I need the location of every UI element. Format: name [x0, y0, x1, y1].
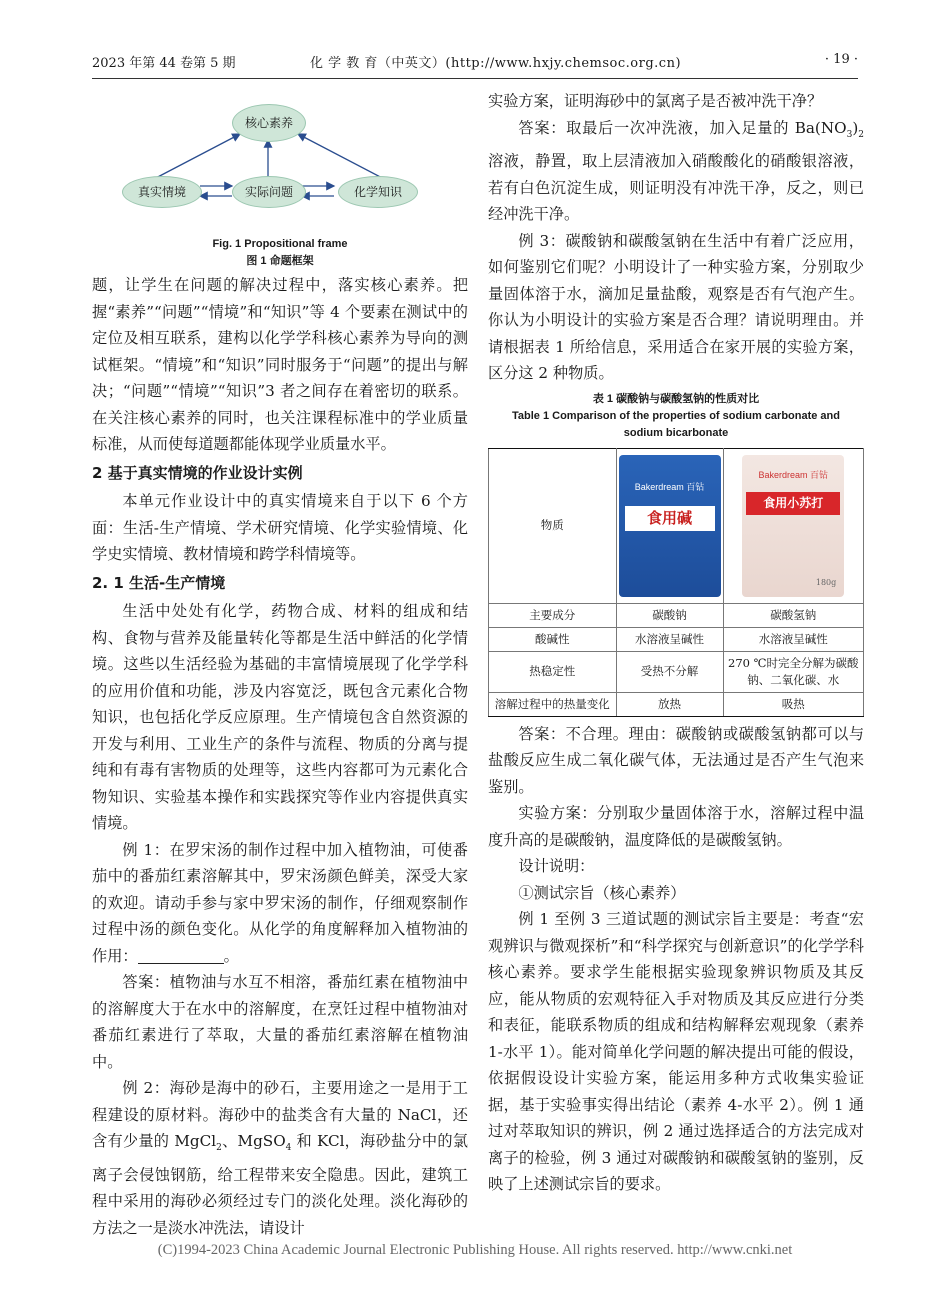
table-cell: 受热不分解	[616, 651, 723, 692]
answer-1: 答案：植物油与水互不相溶，番茄红素在植物油中的溶解度大于在水中的溶解度，在烹饪过程中植物油对番茄红素进行了萃取，大量的番茄红素溶解在植物油中。	[92, 973, 468, 1071]
subscript: 2	[858, 129, 864, 140]
properties-table	[488, 448, 864, 717]
table-cell: 放热	[616, 692, 723, 716]
table-row	[489, 603, 864, 627]
design-note: 设计说明：	[518, 857, 595, 876]
table-row	[489, 448, 864, 603]
table-row	[489, 627, 864, 651]
subscript: 2	[216, 1143, 222, 1154]
package-brand: Bakerdream 百钻	[634, 481, 705, 492]
example-2-text: 、MgSO	[221, 1132, 286, 1150]
package-label: 食用小苏打	[746, 492, 840, 515]
table-cell: 碳酸钠	[616, 603, 723, 627]
table-cell: 水溶液呈碱性	[616, 627, 723, 651]
right-column	[488, 88, 864, 1198]
table-cell: 热稳定性	[489, 651, 617, 692]
test-purpose: ①测试宗旨（核心素养）	[518, 883, 686, 902]
section-heading-2: 2 基于真实情境的作业设计实例	[92, 463, 303, 482]
table-cell: 碳酸氢钠	[723, 603, 864, 627]
answer-2	[488, 115, 864, 228]
section-heading-2-1: 2. 1 生活-生产情境	[92, 573, 226, 592]
issue-info: 2023 年第 44 卷第 5 期	[92, 56, 236, 71]
package-label: 食用碱	[625, 506, 715, 531]
table-cell: 溶解过程中的热量变化	[489, 692, 617, 716]
node-real-context: 真实情境	[122, 176, 202, 208]
sodium-bicarbonate-photo	[723, 448, 864, 603]
figure-caption-cn: 图 1 命题框架	[246, 255, 314, 267]
table-row	[489, 651, 864, 692]
answer-2-text: 答案：取最后一次冲洗液，加入足量的 Ba(NO	[518, 118, 847, 137]
package-image	[742, 455, 844, 597]
example-2-text: 例 2：海砂是海中的砂石，主要用途之一是用于工程建设的原材料。海砂中的盐类含有大量的 NaCl，还含有少量的 MgCl	[92, 1079, 468, 1150]
example-1	[92, 837, 468, 970]
subscript: 4	[285, 1143, 292, 1154]
answer-2-text: )	[852, 118, 859, 137]
sodium-carbonate-photo	[616, 448, 723, 603]
table-cell: 主要成分	[489, 603, 617, 627]
left-column	[92, 88, 468, 1241]
figure-caption-en: Fig. 1 Propositional frame	[212, 238, 348, 250]
table-caption-cn: 表 1 碳酸钠与碳酸氢钠的性质对比	[592, 392, 760, 405]
journal-title: 化 学 教 育（中英文）(http://www.hxjy.chemsoc.org.cn)	[310, 56, 682, 71]
table-row	[489, 692, 864, 716]
table-cell: 物质	[489, 448, 617, 603]
example-1-end: 。	[223, 946, 239, 965]
paragraph: 实验方案，证明海砂中的氯离子是否被冲洗干净？	[488, 92, 823, 110]
page-number: · 19 ·	[824, 52, 858, 67]
paragraph: 题，让学生在问题的解决过程中，落实核心素养。把握“素养”“问题”“情境”和“知识”等 4 个要素在测试中的定位及相互联系，建构以化学学科核心素养为导向的测试框架。“情境”和“知识”同时服务于“问题”的提出与解决；“问题”“情境”“知识”3 者之间存在着密切的联系。在关注核心素养的同时，也关注课程标准中的学业质量标准，从而使每道题都能体现学业质量水平。	[92, 276, 468, 453]
table-cell: 吸热	[723, 692, 864, 716]
example-3: 例 3：碳酸钠和碳酸氢钠在生活中有着广泛应用，如何鉴别它们呢？小明设计了一种实验方案，分别取少量固体溶于水，滴加足量盐酸，观察是否有气泡产生。你认为小明设计的实验方案是否合理？请说明理由。并请根据表 1 所给信息，采用适合在家开展的实验方案，区分这 2 种物质。	[488, 231, 864, 383]
example-2	[92, 1075, 468, 1241]
experiment-plan: 实验方案：分别取少量固体溶于水，溶解过程中温度升高的是碳酸钠，温度降低的是碳酸氢钠。	[488, 804, 864, 849]
table-caption-en: Table 1 Comparison of the properties of sodium carbonate and sodium bicarbonate	[511, 409, 840, 439]
table-cell: 水溶液呈碱性	[723, 627, 864, 651]
subscript: 3	[846, 129, 853, 140]
answer-3: 答案：不合理。理由：碳酸钠或碳酸氢钠都可以与盐酸反应生成二氧化碳气体，无法通过是否产生气泡来鉴别。	[488, 724, 864, 796]
node-chem-knowledge: 化学知识	[338, 176, 418, 208]
paragraph: 本单元作业设计中的真实情境来自于以下 6 个方面：生活-生产情境、学术研究情境、化学实验情境、化学史实情境、教材情境和跨学科情境等。	[92, 492, 468, 563]
table-cell: 酸碱性	[489, 627, 617, 651]
example-2-text: 和 KCl，海砂盐分中的氯离子会侵蚀钢筋，给工程带来安全隐患。因此，建筑工程中采用的海砂必须经过专门的淡化处理。淡化海砂的方法之一是淡水冲洗法，请设计	[92, 1132, 468, 1237]
copyright-footer: (C)1994-2023 China Academic Journal Electronic Publishing House. All rights reserved. http://www.cnki.net	[157, 1242, 793, 1258]
example-1-text: 例 1：在罗宋汤的制作过程中加入植物油，可使番茄中的番茄红素溶解其中，罗宋汤颜色鲜美，深受大家的欢迎。请动手参与家中罗宋汤的制作，仔细观察制作过程中汤的颜色变化。从化学的角度解释加入植物油的作用：	[92, 840, 468, 965]
node-actual-problem: 实际问题	[232, 176, 306, 208]
answer-blank	[138, 949, 224, 964]
node-core-literacy: 核心素养	[232, 104, 306, 142]
paragraph: 例 1 至例 3 三道试题的测试宗旨主要是：考查“宏观辨识与微观探析”和“科学探究与创新意识”的化学学科核心素养。要求学生能根据实验现象辨识物质及其反应，能从物质的宏观特征入手对物质及其反应进行分类和表征，能联系物质的组成和结构解释宏观现象（素养 1-水平 1）。能对简单化学问题的解决提出可能的假设，依据假设设计实验方案，能运用多种方式收集实验证据，基于实验事实得出结论（素养 4-水平 2）。例 1 通过对萃取知识的辨识，例 2 通过选择适合的方法完成对离子的检验，例 3 通过对碳酸钠和碳酸氢钠的鉴别，反映了上述测试宗旨的要求。	[488, 910, 864, 1194]
answer-2-text: 溶液，静置，取上层清液加入硝酸酸化的硝酸银溶液，若有白色沉淀生成，则证明没有冲洗干净，反之，则已经冲洗干净。	[488, 152, 864, 224]
table-cell: 270 ℃时完全分解为碳酸钠、二氧化碳、水	[723, 651, 864, 692]
header-rule	[92, 78, 858, 79]
package-weight: 180g	[815, 577, 837, 587]
paragraph: 生活中处处有化学，药物合成、材料的组成和结构、食物与营养及能量转化等都是生活中鲜活的化学情境。这些以生活经验为基础的丰富情境展现了化学学科的应用价值和功能，涉及内容宽泛，既包含元素化合物知识，也包括化学反应原理。生产情境包含自然资源的开发与利用、工业生产的条件与流程、物质的分离与提纯和有毒有害物质的处理等，这些内容都可为元素化合物知识、实验基本操作和实践探究等作业内容提供真实情境。	[92, 602, 468, 832]
package-image	[619, 455, 721, 597]
package-brand: Bakerdream 百钻	[758, 469, 829, 480]
page-header	[92, 52, 858, 76]
propositional-frame-figure	[92, 88, 468, 236]
